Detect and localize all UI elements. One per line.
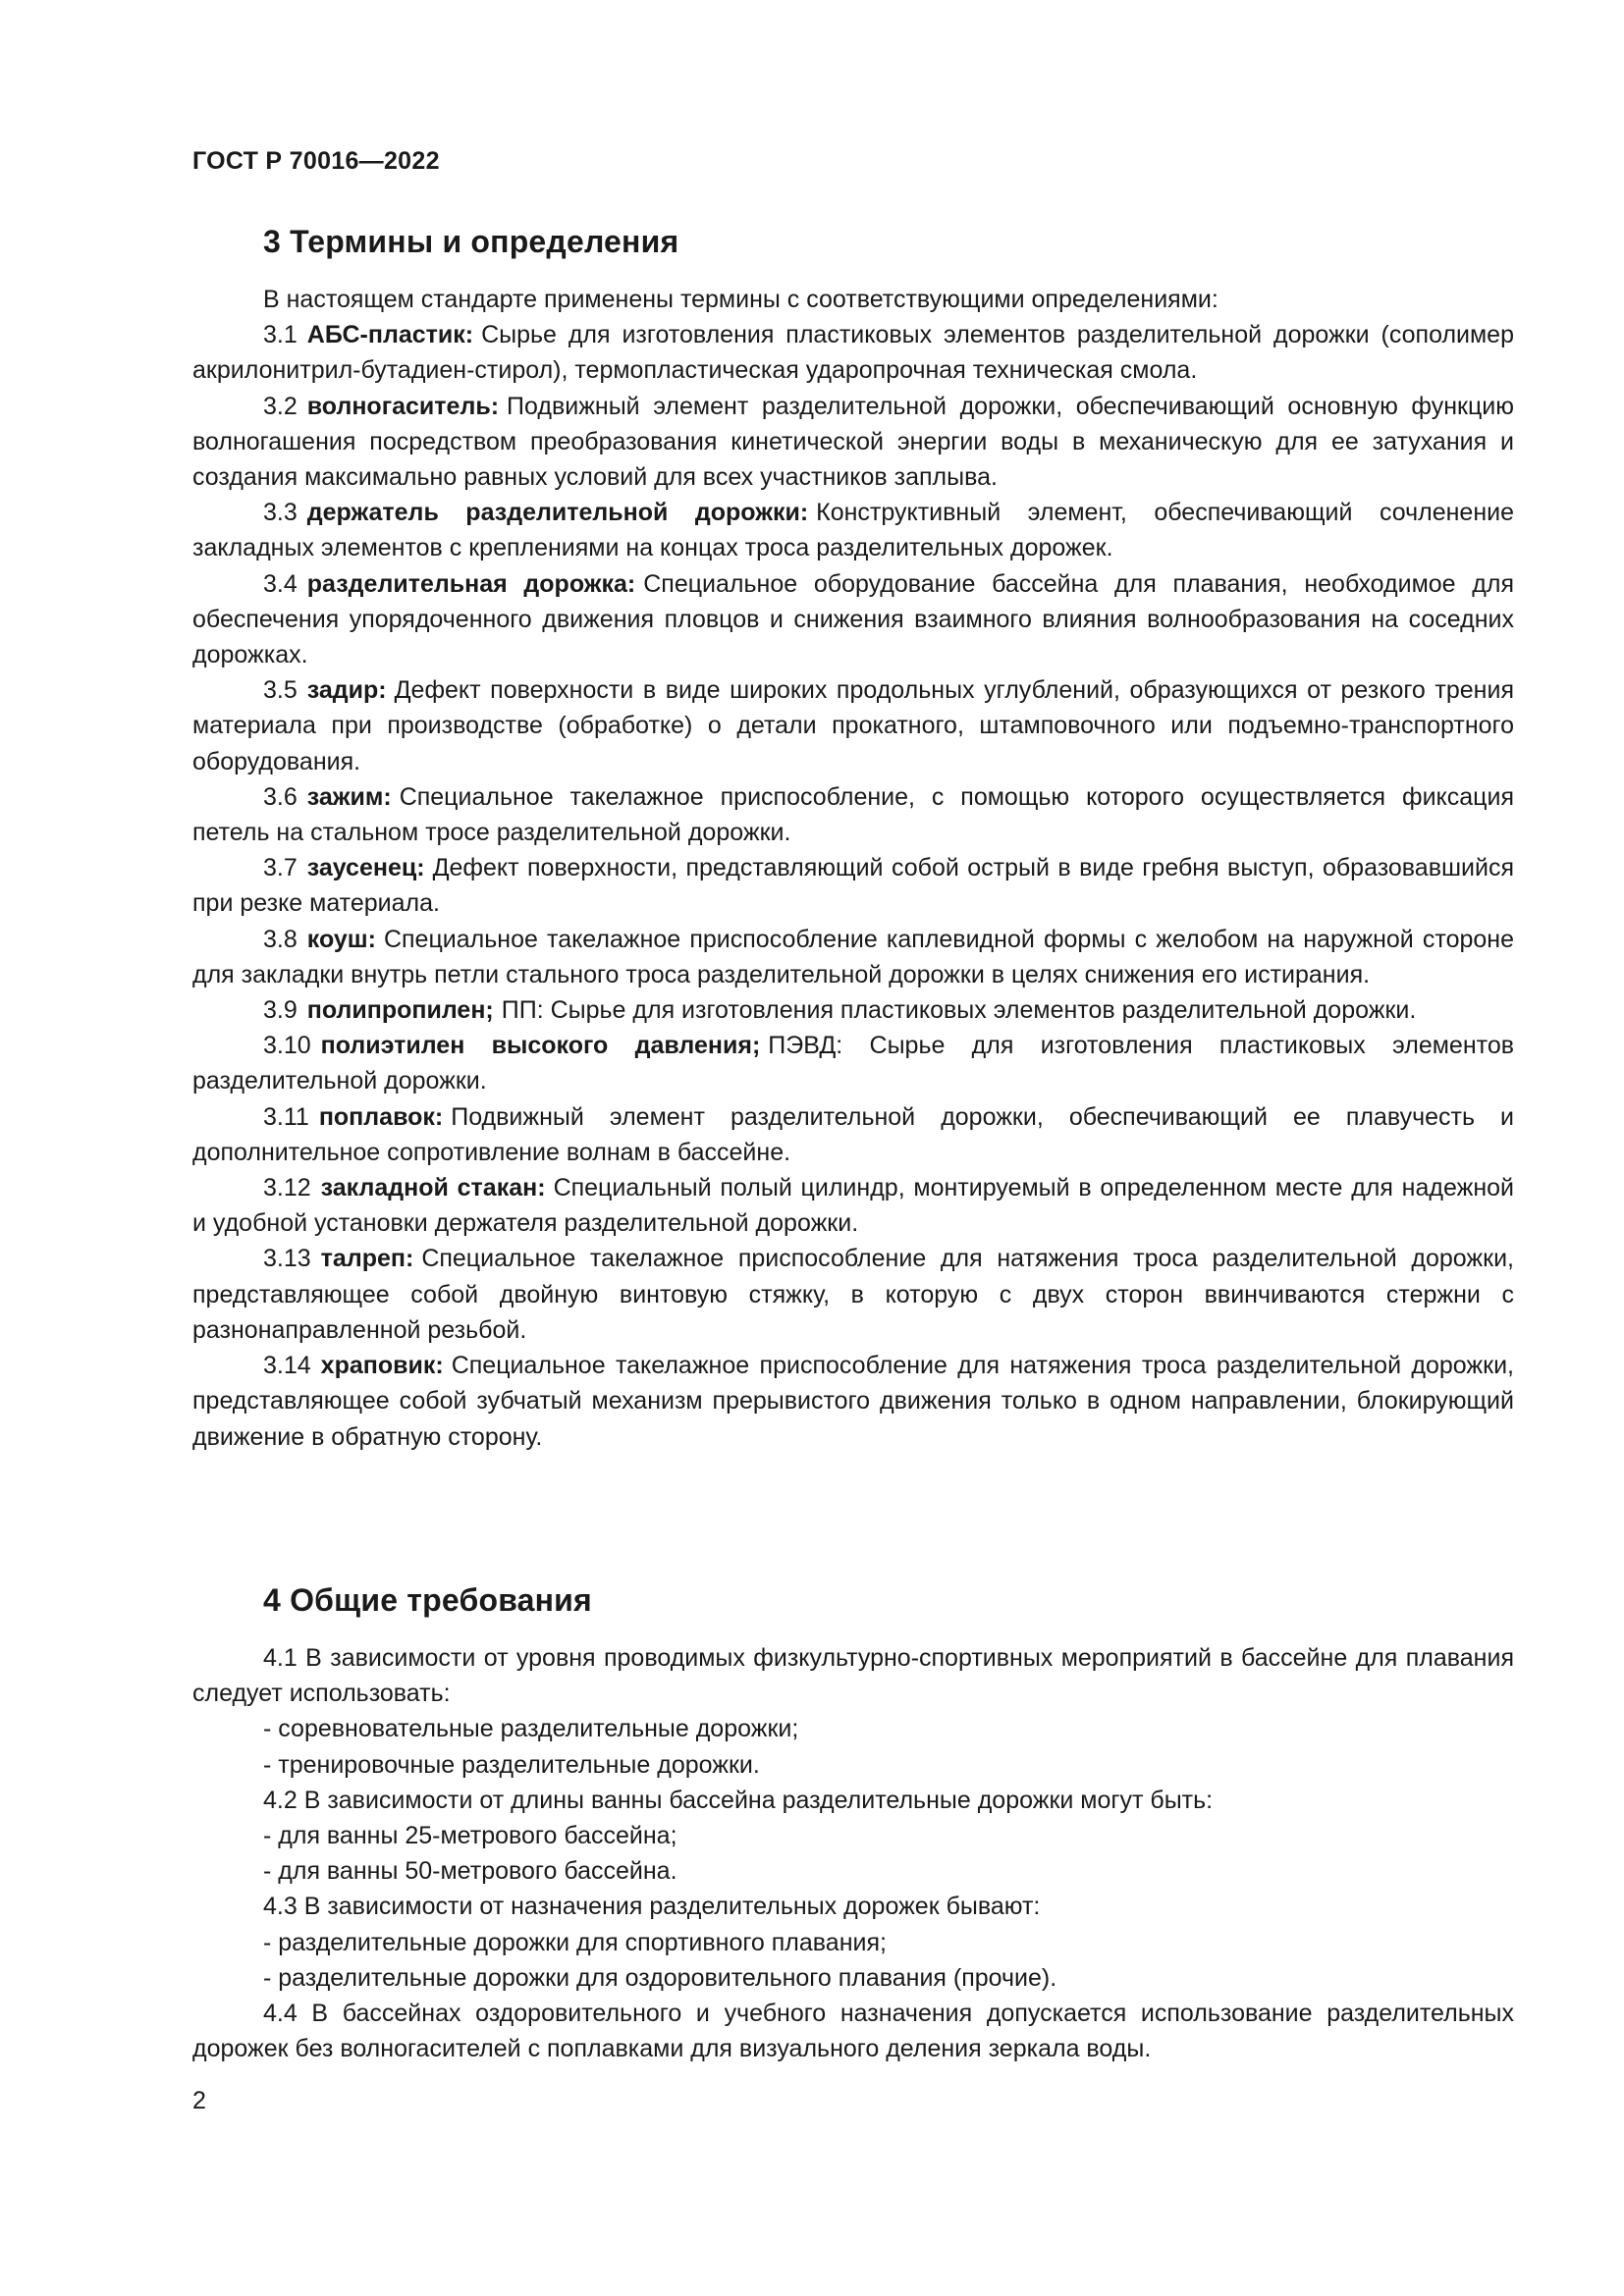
term-entry (192, 317, 1514, 388)
term-definition: Специальное такелажное приспособление для натяжения троса разделительной дорожки, представляющее собой двойную винтовую стяжку, в которую с двух сторон ввинчиваются стержни с разнонаправленной резьбой. (192, 1245, 1514, 1344)
term-definition: Специальное такелажное приспособление для натяжения троса разделительной дорожки, представляющее собой зубчатый механизм прерывистого движения только в одном направлении, блокирующий движение в обратную сторону. (192, 1352, 1514, 1451)
term-name: заусенец: (306, 854, 425, 882)
term-definition: Специальное оборудование бассейна для плавания, необходимое для обеспечения упорядоченного движения пловцов и снижения взаимного влияния волнообразования на соседних дорожках. (192, 569, 1515, 669)
term-number: 3.13 (263, 1245, 311, 1273)
term-definition: Специальное такелажное приспособление каплевидной формы с желобом на наружной стороне для закладки внутрь петли стального троса разделительной дорожки в целях снижения его истирания. (192, 925, 1514, 988)
term-name: зажим: (306, 782, 392, 811)
term-entry (192, 850, 1514, 921)
term-number: 3.14 (263, 1352, 311, 1380)
section-title-requirements: 4 Общие требования (263, 1582, 592, 1618)
requirement-paragraph: 4.3 В зависимости от назначения разделительных дорожек бывают: (263, 1893, 1041, 1921)
term-entry (192, 779, 1514, 850)
term-definition: ПЭВД: Сырье для изготовления пластиковых элементов разделительной дорожки. (192, 1032, 1515, 1095)
list-item: - для ванны 50-метрового бассейна. (263, 1857, 677, 1886)
term-entry (192, 495, 1514, 565)
list-item: - соревновательные разделительные дорожки; (263, 1715, 799, 1743)
term-entry (192, 566, 1514, 673)
term-number: 3.6 (263, 782, 298, 811)
term-number: 3.1 (263, 321, 298, 349)
term-definition: Дефект поверхности, представляющий собой острый в виде гребня выступ, образовавшийся при резке материала. (192, 854, 1514, 918)
term-number: 3.11 (263, 1102, 309, 1131)
document-header: ГОСТ Р 70016—2022 (192, 147, 440, 175)
term-name: закладной стакан: (320, 1174, 546, 1202)
term-number: 3.12 (263, 1174, 311, 1202)
term-name: волногаситель: (306, 392, 500, 420)
term-name: держатель разделительной дорожки: (306, 499, 809, 527)
term-name: храповик: (320, 1352, 444, 1380)
section-general-requirements (192, 1582, 1514, 2066)
term-number: 3.2 (263, 392, 298, 420)
list-item: - разделительные дорожки для спортивного плавания; (263, 1928, 887, 1956)
term-definition: Подвижный элемент разделительной дорожки, обеспечивающий ее плавучесть и дополнительное сопротивление волнам в бассейне. (192, 1102, 1514, 1166)
term-name: поплавок: (318, 1102, 444, 1131)
term-number: 3.4 (263, 569, 298, 598)
term-name: коуш: (306, 925, 376, 953)
term-definition: ПП: Сырье для изготовления пластиковых элементов разделительной дорожки. (501, 996, 1417, 1025)
term-definition: Специальный полый цилиндр, монтируемый в определенном месте для надежной и удобной установки держателя разделительной дорожки. (192, 1174, 1514, 1238)
term-name: талреп: (320, 1245, 414, 1273)
term-number: 3.7 (263, 854, 298, 882)
term-name: АБС-пластик: (306, 321, 474, 349)
term-entry (192, 389, 1514, 496)
term-entry (192, 992, 1514, 1028)
term-number: 3.5 (263, 676, 298, 705)
term-entry (192, 1099, 1514, 1170)
term-entry (192, 1241, 1514, 1348)
term-definition: Конструктивный элемент, обеспечивающий сочленение закладных элементов с креплениями на концах троса разделительных дорожек. (192, 499, 1514, 562)
section-terms (192, 224, 1514, 1455)
requirement-paragraph: 4.1 В зависимости от уровня проводимых физкультурно-спортивных мероприятий в бассейне для плавания следует использовать: (192, 1644, 1514, 1708)
page-number: 2 (192, 2087, 206, 2114)
term-entry (192, 1170, 1514, 1241)
list-item: - разделительные дорожки для оздоровительного плавания (прочие). (263, 1963, 1057, 1992)
term-definition: Дефект поверхности в виде широких продольных углублений, образующихся от резкого трения материала при производстве (обработке) о детали прокатного, штамповочного или подъемно-транспортного оборудования. (192, 676, 1514, 775)
term-number: 3.10 (263, 1032, 311, 1060)
list-item: - тренировочные разделительные дорожки. (263, 1750, 760, 1779)
term-definition: Сырье для изготовления пластиковых элементов разделительной дорожки (сополимер акрилонитрил-бутадиен-стирол), термопластическая ударопрочная техническая смола. (192, 321, 1514, 385)
section-intro: В настоящем стандарте применены термины с соответствующими определениями: (263, 286, 1218, 313)
term-definition: Подвижный элемент разделительной дорожки, обеспечивающий основную функцию волногашения посредством преобразования кинетической энергии воды в механическую для ее затухания и создания максимально равных условий для всех участников заплыва. (192, 392, 1514, 492)
term-name: полипропилен; (306, 996, 494, 1025)
term-name: разделительная дорожка: (306, 569, 636, 598)
term-entry (192, 1028, 1514, 1098)
requirement-paragraph: 4.2 В зависимости от длины ванны бассейна разделительные дорожки могут быть: (263, 1786, 1214, 1814)
term-entry (192, 1348, 1514, 1455)
term-entry (192, 672, 1514, 779)
term-definition: Специальное такелажное приспособление, с помощью которого осуществляется фиксация петель на стальном тросе разделительной дорожки. (192, 782, 1514, 847)
term-number: 3.3 (263, 499, 298, 527)
term-name: задир: (306, 676, 387, 705)
term-entry (192, 922, 1514, 992)
section-title-terms: 3 Термины и определения (263, 224, 679, 259)
term-number: 3.9 (263, 996, 298, 1025)
requirement-paragraph: 4.4 В бассейнах оздоровительного и учебного назначения допускается использование разделительных дорожек без волногасителей с поплавками для визуального деления зеркала воды. (192, 2000, 1514, 2063)
list-item: - для ванны 25-метрового бассейна; (263, 1822, 677, 1850)
term-name: полиэтилен высокого давления; (320, 1032, 761, 1060)
term-number: 3.8 (263, 925, 298, 953)
